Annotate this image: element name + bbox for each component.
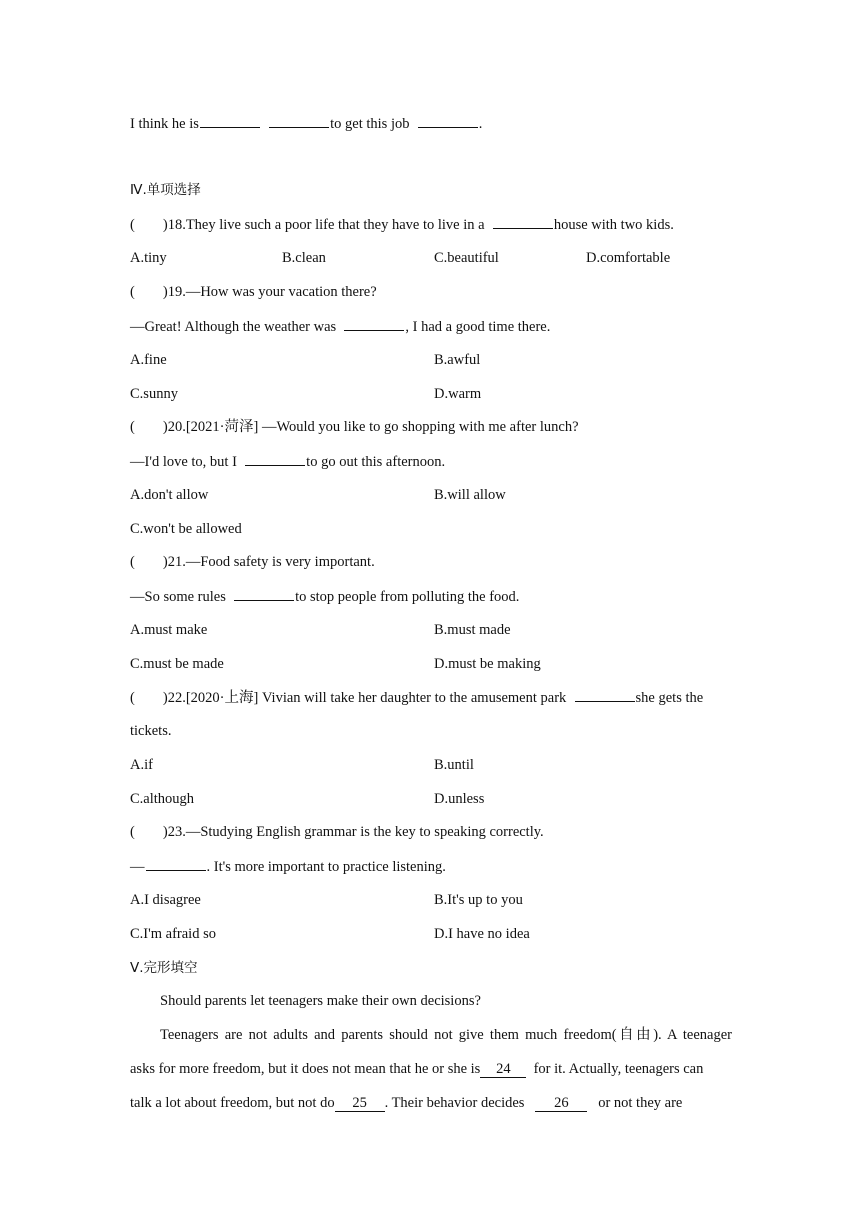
question-23-reply (130, 857, 732, 876)
paren-open: ( (130, 284, 135, 300)
question-text: —So some rules (130, 589, 226, 605)
question-text: . It's more important to practice listening. (206, 859, 446, 875)
answer-blank[interactable] (344, 317, 404, 331)
question-source: [2021·菏泽] (185, 419, 259, 435)
paren-open: ( (130, 217, 135, 233)
question-text: —Studying English grammar is the key to speaking correctly. (185, 824, 544, 840)
sentence-text: . (478, 116, 483, 132)
cloze-text: asks for more freedom, but it does not mean that he or she is (130, 1061, 481, 1077)
option-c[interactable]: C.won't be allowed (130, 521, 242, 537)
question-number: 20. (167, 419, 186, 435)
cloze-line (130, 1060, 732, 1078)
option-c[interactable]: C.beautiful (434, 250, 499, 266)
cloze-text: or not they are (598, 1095, 683, 1111)
paren-close: ) (162, 690, 168, 706)
option-a[interactable]: A.must make (130, 622, 208, 638)
question-text: to stop people from polluting the food. (295, 589, 520, 605)
option-a[interactable]: A.if (130, 757, 153, 773)
paren-close: ) (162, 284, 168, 300)
question-text: —Would you like to go shopping with me after lunch? (258, 419, 579, 435)
question-text: —How was your vacation there? (185, 284, 377, 300)
option-a[interactable]: A.tiny (130, 250, 167, 266)
option-a[interactable]: A.fine (130, 352, 167, 368)
paren-close: ) (162, 824, 168, 840)
question-text: house with two kids. (553, 217, 674, 233)
question-21 (130, 553, 732, 571)
answer-blank[interactable] (146, 857, 206, 871)
question-number: 19. (167, 284, 186, 300)
cloze-text: talk a lot about freedom, but not do (130, 1095, 335, 1111)
section-heading-multiple-choice: Ⅳ.单项选择 (130, 182, 201, 198)
question-20-reply (130, 452, 732, 471)
section-heading-cloze: Ⅴ.完形填空 (130, 960, 198, 976)
option-c[interactable]: C.I'm afraid so (130, 926, 216, 942)
question-23 (130, 823, 732, 841)
paren-open: ( (130, 824, 135, 840)
answer-blank[interactable] (234, 587, 294, 601)
answer-blank[interactable] (200, 114, 260, 128)
option-d[interactable]: D.comfortable (586, 250, 671, 266)
paren-close: ) (162, 217, 168, 233)
question-text: They live such a poor life that they have to live in a (185, 217, 485, 233)
question-text: —Great! Although the weather was (130, 319, 337, 335)
question-22-continued: tickets. (130, 723, 172, 739)
answer-blank[interactable] (245, 452, 305, 466)
answer-blank[interactable] (418, 114, 478, 128)
question-18 (130, 215, 732, 234)
question-19-reply (130, 317, 732, 336)
question-text: she gets the (635, 690, 704, 706)
answer-blank[interactable] (493, 215, 553, 229)
paren-open: ( (130, 554, 135, 570)
question-text: —I'd love to, but I (130, 454, 237, 470)
option-c[interactable]: C.must be made (130, 656, 224, 672)
option-b[interactable]: B.It's up to you (434, 892, 523, 908)
sentence-text: to get this job (330, 116, 410, 132)
paren-close: ) (162, 419, 168, 435)
question-text: Vivian will take her daughter to the amusement park (258, 690, 567, 706)
question-text: to go out this afternoon. (306, 454, 446, 470)
question-text: — (130, 859, 145, 875)
question-number: 18. (167, 217, 186, 233)
question-number: 23. (167, 824, 186, 840)
option-b[interactable]: B.will allow (434, 487, 506, 503)
cloze-blank-25[interactable]: 25 (335, 1095, 385, 1112)
option-d[interactable]: D.warm (434, 386, 482, 402)
option-b[interactable]: B.awful (434, 352, 481, 368)
cloze-line (130, 1094, 732, 1112)
cloze-line: Teenagers are not adults and parents should not give them much freedom(自由). A teenager (160, 1027, 732, 1043)
option-b[interactable]: B.clean (282, 250, 326, 266)
question-source: [2020·上海] (185, 690, 259, 706)
option-b[interactable]: B.must made (434, 622, 511, 638)
question-text: —Food safety is very important. (185, 554, 375, 570)
option-a[interactable]: A.don't allow (130, 487, 209, 503)
option-d[interactable]: D.unless (434, 791, 485, 807)
paren-open: ( (130, 690, 135, 706)
answer-blank[interactable] (269, 114, 329, 128)
paren-open: ( (130, 419, 135, 435)
question-text: , I had a good time there. (405, 319, 551, 335)
cloze-text: for it. Actually, teenagers can (533, 1061, 704, 1077)
option-d[interactable]: D.I have no idea (434, 926, 530, 942)
question-20 (130, 418, 732, 436)
question-21-reply (130, 587, 732, 606)
option-c[interactable]: C.sunny (130, 386, 178, 402)
question-number: 22. (167, 690, 186, 706)
fill-in-sentence (130, 114, 732, 133)
cloze-blank-26[interactable]: 26 (535, 1095, 587, 1112)
option-a[interactable]: A.I disagree (130, 892, 201, 908)
option-c[interactable]: C.although (130, 791, 195, 807)
option-b[interactable]: B.until (434, 757, 474, 773)
cloze-text: . Their behavior decides (384, 1095, 525, 1111)
cloze-blank-24[interactable]: 24 (480, 1061, 526, 1078)
question-number: 21. (167, 554, 186, 570)
answer-blank[interactable] (575, 688, 635, 702)
cloze-title: Should parents let teenagers make their own decisions? (160, 993, 481, 1009)
option-d[interactable]: D.must be making (434, 656, 541, 672)
sentence-text: I think he is (130, 116, 199, 132)
paren-close: ) (162, 554, 168, 570)
question-22 (130, 688, 732, 707)
question-19 (130, 283, 732, 301)
